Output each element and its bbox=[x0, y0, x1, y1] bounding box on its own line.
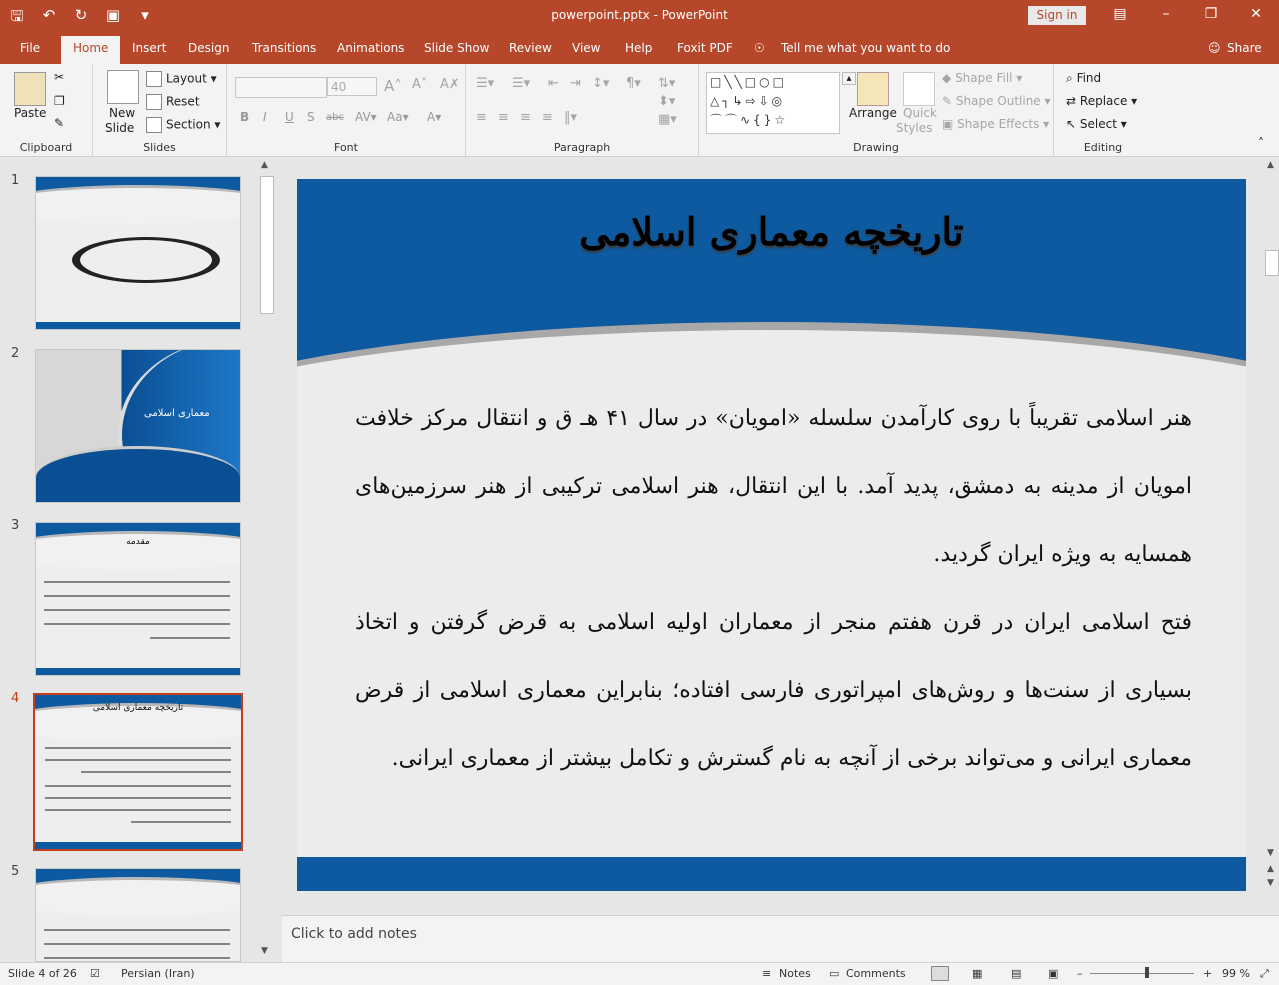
lightbulb-icon: ☉ bbox=[754, 41, 765, 55]
clipboard-label: Clipboard bbox=[19, 141, 73, 154]
notes-pane[interactable] bbox=[282, 915, 1279, 962]
change-case-icon[interactable]: Aa▾ bbox=[387, 110, 409, 124]
normal-view-icon[interactable] bbox=[931, 966, 949, 981]
tab-help[interactable]: Help bbox=[625, 41, 653, 55]
save-icon[interactable]: 🖫 bbox=[10, 7, 24, 25]
tell-me-input[interactable]: Tell me what you want to do bbox=[781, 41, 951, 55]
scroll-up-icon[interactable]: ▲ bbox=[261, 160, 268, 170]
tab-insert[interactable]: Insert bbox=[132, 41, 167, 55]
new-slide-label-1[interactable]: New bbox=[109, 106, 136, 120]
justify-icon[interactable]: ≡ bbox=[542, 110, 553, 125]
slideshow-view-icon[interactable]: ▣ bbox=[1048, 967, 1059, 980]
calligraphy-image bbox=[72, 237, 220, 283]
section-button[interactable]: Section bbox=[166, 117, 211, 132]
ribbon-tabs bbox=[0, 32, 1279, 64]
font-group bbox=[227, 64, 466, 156]
layout-icon bbox=[146, 71, 162, 87]
body-paragraph: هنر اسلامی تقریباً با روی کارآمدن سلسله «امویان» در سال ۴۱ هـ ق و انتقال مرکز خلافت امویان از مدینه به دمشق، پدید آمد. با این انتقال، هنر اسلامی ترکیبی از هنر سرزمین‌های همسایه به ویژه ایران گردید. bbox=[355, 406, 1192, 567]
slide-scrollbar[interactable] bbox=[1264, 158, 1279, 894]
slide-body-text[interactable] bbox=[355, 385, 1192, 793]
title-bar bbox=[0, 0, 1279, 32]
current-slide[interactable] bbox=[297, 179, 1246, 891]
collapse-ribbon-icon[interactable]: ˄ bbox=[1258, 136, 1264, 150]
zoom-slider[interactable] bbox=[1090, 973, 1194, 974]
redo-icon[interactable]: ↻ bbox=[74, 6, 88, 24]
spell-check-icon[interactable]: ☑ bbox=[90, 967, 100, 980]
thumbnail-number: 4 bbox=[11, 691, 20, 706]
scroll-down-icon[interactable]: ▼ bbox=[261, 946, 268, 956]
quick-styles-label-2[interactable]: Styles bbox=[896, 121, 933, 135]
slide-sorter-icon[interactable]: ▦ bbox=[972, 967, 983, 980]
paragraph-label: Paragraph bbox=[553, 141, 611, 154]
character-spacing-icon[interactable]: AV▾ bbox=[355, 110, 377, 124]
tab-slide-show[interactable]: Slide Show bbox=[424, 41, 490, 55]
slides-group: New Slide Layout ▾ Reset Section ▾ Slides bbox=[93, 64, 227, 156]
align-center-icon[interactable]: ≡ bbox=[498, 110, 509, 125]
numbering-icon[interactable]: ☰▾ bbox=[512, 76, 531, 91]
tab-foxit-pdf[interactable]: Foxit PDF bbox=[677, 41, 733, 55]
shape-effects-icon: ▣ bbox=[942, 117, 954, 131]
comments-icon[interactable]: ▭ bbox=[829, 967, 840, 980]
tab-home[interactable]: Home bbox=[61, 36, 120, 64]
drawing-group: □╲╲□○□ △┐↳⇨⇩◎ ⌒⌒∿{}☆ ▴ Arrange Quick Styles ◆ Shape Fill ▾ ✎ Shape Outline ▾ ▣ Shape Effects ▾ Drawing bbox=[699, 64, 1054, 156]
arrange-button[interactable]: Arrange bbox=[849, 106, 897, 120]
reset-button[interactable]: Reset bbox=[166, 94, 200, 109]
status-bar bbox=[0, 962, 1279, 985]
slide-thumbnail-3[interactable] bbox=[35, 522, 241, 676]
font-name-dropdown[interactable] bbox=[235, 77, 327, 98]
new-slide-label-2[interactable]: Slide bbox=[105, 121, 135, 135]
zoom-out-icon[interactable]: – bbox=[1077, 967, 1083, 980]
zoom-in-icon[interactable]: + bbox=[1203, 967, 1213, 980]
replace-button[interactable]: Replace bbox=[1079, 94, 1128, 108]
editing-label: Editing bbox=[1083, 141, 1123, 154]
paste-button[interactable]: Paste bbox=[14, 106, 47, 120]
thumbnail-number: 3 bbox=[11, 518, 20, 533]
slide-thumbnail-2[interactable] bbox=[35, 349, 241, 503]
tab-view[interactable]: View bbox=[572, 41, 601, 55]
window-title: powerpoint.pptx - PowerPoint bbox=[551, 8, 728, 22]
thumbnail-number: 1 bbox=[11, 173, 20, 188]
shrink-font-icon[interactable]: A˅ bbox=[412, 77, 428, 92]
increase-indent-icon[interactable]: ⇥ bbox=[570, 76, 581, 91]
quick-styles-icon[interactable] bbox=[903, 72, 935, 106]
thumbnail-title: معماری اسلامی bbox=[144, 408, 210, 419]
thumbnail-number: 5 bbox=[11, 864, 20, 879]
notes-icon[interactable]: ≡ bbox=[762, 967, 772, 980]
underline-button[interactable]: U bbox=[285, 110, 294, 124]
align-text-icon[interactable]: ⬍▾ bbox=[658, 94, 676, 109]
paragraph-group bbox=[466, 64, 699, 156]
text-shadow-button[interactable]: S bbox=[307, 110, 315, 124]
smartart-icon[interactable]: ▦▾ bbox=[658, 112, 677, 127]
thumbnail-number: 2 bbox=[11, 346, 20, 361]
sign-in-button[interactable]: Sign in bbox=[1028, 6, 1086, 25]
share-icon: ☺ bbox=[1208, 41, 1221, 55]
body-paragraph: فتح اسلامی ایران در قرن هفتم منجر از معماران اولیه اسلامی به قرض گرفتن و اتخاذ بسیاری از سنت‌ها و روش‌های امپراتوری فارسی افتاده؛ بنابراین معماری اسلامی از قرض معماری ایرانی و می‌تواند برخی از آنچه به نام گسترش و تکامل بیشتر از معماری ایرانی. bbox=[355, 610, 1192, 771]
thumbnails-scrollbar[interactable] bbox=[258, 158, 274, 962]
section-icon bbox=[146, 117, 162, 133]
align-right-icon[interactable]: ≡ bbox=[520, 110, 531, 125]
slide-thumbnails-pane bbox=[0, 158, 276, 962]
drawing-label: Drawing bbox=[853, 141, 899, 154]
clipboard-group bbox=[0, 64, 93, 156]
slide-thumbnail-1[interactable] bbox=[35, 176, 241, 330]
font-label: Font bbox=[334, 141, 358, 154]
decrease-indent-icon[interactable]: ⇤ bbox=[548, 76, 559, 91]
slide-title[interactable]: تاریخچه معماری اسلامی bbox=[579, 209, 964, 254]
bullets-icon[interactable]: ☰▾ bbox=[476, 76, 495, 91]
replace-icon: ⇄ bbox=[1066, 94, 1077, 108]
start-slideshow-icon[interactable]: ▣ bbox=[105, 6, 121, 24]
grow-font-icon[interactable]: A˄ bbox=[384, 77, 402, 95]
slide-thumbnail-4[interactable] bbox=[33, 693, 243, 851]
reading-view-icon[interactable]: ▤ bbox=[1011, 967, 1022, 980]
gallery-scroll-icon[interactable]: ▴ bbox=[842, 72, 856, 85]
slide-counter: Slide 4 of 26 bbox=[8, 967, 77, 980]
copy-icon[interactable]: ❐ bbox=[54, 94, 65, 108]
zoom-slider-thumb[interactable] bbox=[1145, 967, 1149, 978]
close-icon[interactable]: ✕ bbox=[1250, 6, 1262, 22]
comments-toggle[interactable]: Comments bbox=[846, 967, 906, 980]
fit-to-window-icon[interactable]: ⤢ bbox=[1260, 967, 1269, 980]
tab-animations[interactable]: Animations bbox=[337, 41, 405, 55]
line-spacing-icon[interactable]: ↕▾ bbox=[592, 76, 610, 91]
format-painter-icon[interactable]: ✎ bbox=[54, 116, 65, 130]
paste-icon[interactable] bbox=[14, 72, 46, 106]
thumbnails-scroll-thumb[interactable] bbox=[260, 176, 274, 314]
tab-design[interactable]: Design bbox=[188, 41, 230, 55]
language-indicator[interactable]: Persian (Iran) bbox=[121, 967, 195, 980]
find-button[interactable]: Find bbox=[1076, 71, 1102, 85]
thumbnail-title: تاریخچه معماری اسلامی bbox=[92, 703, 184, 713]
shapes-gallery[interactable]: □╲╲□○□ △┐↳⇨⇩◎ ⌒⌒∿{}☆ bbox=[706, 72, 840, 134]
share-button[interactable]: Share bbox=[1227, 41, 1262, 55]
font-size-dropdown[interactable]: 40 bbox=[327, 77, 377, 96]
quick-styles-label-1[interactable]: Quick bbox=[903, 106, 937, 120]
previous-slide-icon[interactable]: ▲ bbox=[1267, 864, 1274, 874]
thumbnail-title: مقدمه bbox=[126, 537, 150, 547]
minimize-icon[interactable]: – bbox=[1162, 6, 1170, 22]
bold-button[interactable]: B bbox=[240, 110, 250, 124]
slide-thumbnail-5[interactable] bbox=[35, 868, 241, 962]
shape-outline-icon: ✎ bbox=[942, 94, 953, 108]
editing-group: ⌕ Find ⇄ Replace ▾ ↖ Select ▾ Editing bbox=[1054, 64, 1152, 156]
select-icon: ↖ bbox=[1066, 117, 1077, 131]
slide-scroll-thumb[interactable] bbox=[1265, 250, 1279, 276]
align-left-icon[interactable]: ≡ bbox=[476, 110, 487, 125]
reset-icon bbox=[146, 94, 162, 110]
slide-footer-band bbox=[297, 857, 1246, 891]
find-icon: ⌕ bbox=[1066, 71, 1073, 85]
rtl-icon[interactable]: ¶▾ bbox=[626, 76, 641, 91]
customize-qat-icon[interactable]: ▾ bbox=[141, 6, 149, 24]
undo-icon[interactable]: ↶ bbox=[42, 6, 56, 24]
slides-label: Slides bbox=[143, 141, 176, 154]
zoom-level[interactable]: 99 % bbox=[1222, 967, 1250, 980]
clear-formatting-icon[interactable]: A✗ bbox=[440, 77, 460, 92]
columns-icon[interactable]: ‖▾ bbox=[564, 110, 578, 125]
font-color-icon[interactable]: A▾ bbox=[427, 110, 442, 124]
notes-toggle[interactable]: Notes bbox=[779, 967, 811, 980]
scroll-down-icon[interactable]: ▼ bbox=[1267, 848, 1274, 858]
arrange-icon[interactable] bbox=[857, 72, 889, 106]
tab-file[interactable]: File bbox=[20, 41, 41, 55]
shape-fill-button[interactable]: Shape Fill bbox=[955, 71, 1013, 85]
tab-review[interactable]: Review bbox=[509, 41, 552, 55]
shape-fill-icon: ◆ bbox=[942, 71, 952, 85]
scroll-up-icon[interactable]: ▲ bbox=[1267, 160, 1274, 170]
shape-effects-button[interactable]: Shape Effects bbox=[957, 117, 1040, 131]
text-direction-icon[interactable]: ⇅▾ bbox=[658, 76, 676, 91]
notes-placeholder[interactable]: Click to add notes bbox=[291, 926, 417, 942]
ribbon-display-options-icon[interactable]: ▤ bbox=[1113, 6, 1127, 22]
thumbnail-wave bbox=[36, 446, 240, 503]
shape-outline-button[interactable]: Shape Outline bbox=[955, 94, 1041, 108]
select-button[interactable]: Select bbox=[1079, 117, 1117, 131]
new-slide-icon[interactable] bbox=[107, 70, 139, 104]
layout-button[interactable]: Layout bbox=[166, 71, 207, 86]
strikethrough-button[interactable]: abc bbox=[326, 112, 344, 123]
italic-button[interactable]: I bbox=[263, 110, 267, 124]
next-slide-icon[interactable]: ▼ bbox=[1267, 878, 1274, 888]
ribbon-home bbox=[0, 64, 1279, 157]
cut-icon[interactable]: ✂ bbox=[54, 70, 65, 84]
tab-transitions[interactable]: Transitions bbox=[252, 41, 317, 55]
restore-icon[interactable]: ❐ bbox=[1204, 6, 1218, 22]
